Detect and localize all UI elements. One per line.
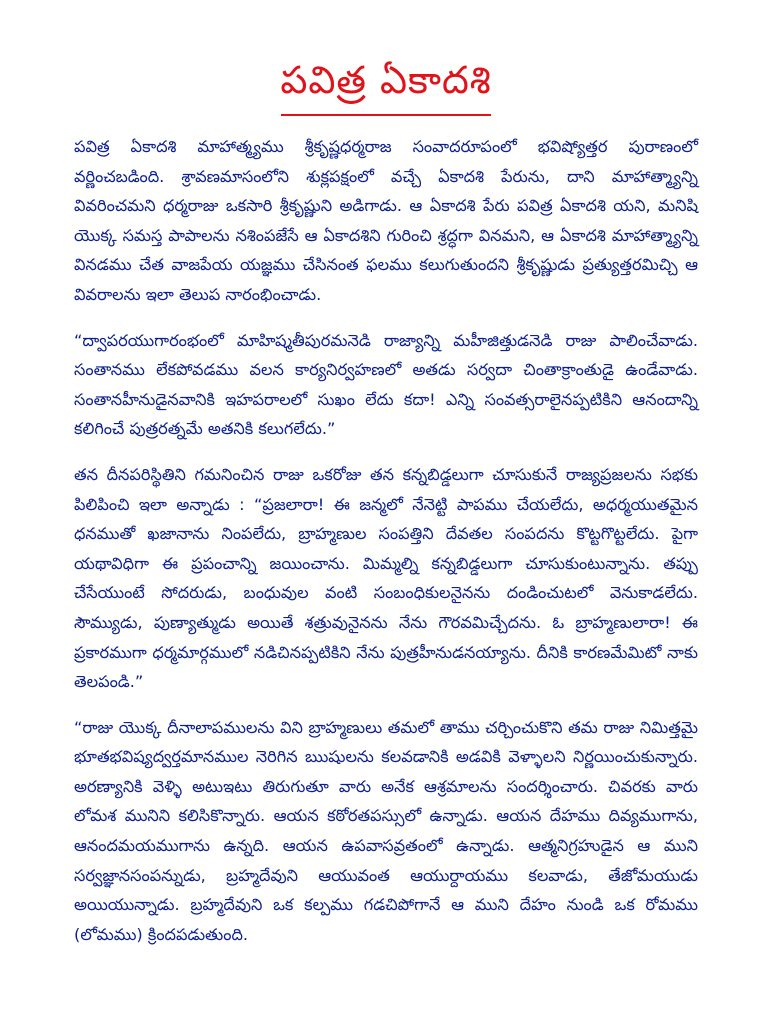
- paragraph-king-speech: తన దీనపరిస్థితిని గమనించిన రాజు ఒకరోజు తన కన్నబిడ్డలుగా చూసుకునే రాజ్యప్రజలను సభకు పిలిపించి ఇలా అన్నాడు : “ప్రజలారా! ఈ జన్మలో నేనెట్టి పాపము చేయలేదు, అధర్మయుతమైన ధనముతో ఖజానాను నింపలేదు, బ్రాహ్మణుల సంపత్తిని దేవతల సంపదను కొట్టగొట్టలేదు. పైగా యథావిధిగా ఈ ప్రపంచాన్ని జయించాను. మిమ్మల్ని కన్నబిడ్డలుగా చూసుకుంటున్నాను. తప్పు చేసేయుంటే సోదరుడు, బంధువుల వంటి సంబంధికులనైనను దండించుటలో వెనుకాడలేదు. సౌమ్యుడు, పుణ్యాత్ముడు అయితే శత్రువునైనను నేను గౌరవమిచ్చేదను. ఓ బ్రాహ్మణులారా! ఈ ప్రకారముగా ధర్మమార్గములో నడిచినప్పటికిని నేను పుత్రహీనుడనయ్యాను. దీనికి కారణమేమిటో నాకు తెలపండి.”: [74, 464, 698, 692]
- paragraph-intro: పవిత్ర ఏకాదశి మాహాత్మ్యము శ్రీకృష్ణధర్మరాజ సంవాదరూపంలో భవిష్యోత్తర పురాణంలో వర్ణించబడింది. శ్రావణమాసంలోని శుక్లపక్షంలో వచ్చే ఏకాదశి పేరును, దాని మాహాత్మ్యాన్ని వివరించమని ధర్మరాజు ఒకసారి శ్రీకృష్ణుని అడిగాడు. ఆ ఏకాదశి పేరు పవిత్ర ఏకాదశి యని, మనిషి యొక్క సమస్త పాపాలను నశింపజేసే ఆ ఏకాదశిని గురించి శ్రద్ధగా వినమని, ఆ ఏకాదశి మాహాత్మ్యాన్ని వినడము చేత వాజపేయ యజ్ఞము చేసినంత ఫలము కలుగుతుందని శ్రీకృష్ణుడు ప్రత్యుత్తరమిచ్చి ఆ వివరాలను ఇలా తెలుప నారంభించాడు.: [74, 137, 698, 304]
- paragraph-brahmins-search: “రాజు యొక్క దీనాలాపములను విని బ్రాహ్మణులు తమలో తాము చర్చించుకొని తమ రాజు నిమిత్తమై భూతభవిష్యద్వర్తమానముల నెరిగిన ఋషులను కలవడానికి అడవికి వెళ్ళాలని నిర్ణయించుకున్నారు. అరణ్యానికి వెళ్ళి అటుఇటు తిరుగుతూ వారు అనేక ఆశ్రమాలను సందర్శించారు. చివరకు వారు లోమశ మునిని కలిసికొన్నారు. ఆయన కఠోరతపస్సులో ఉన్నాడు. ఆయన దేహము దివ్యముగాను, ఆనందమయముగాను ఉన్నది. ఆయన ఉపవాసవ్రతంలో ఉన్నాడు. ఆత్మనిగ్రహుడైన ఆ ముని సర్వజ్ఞానసంపన్నుడు, బ్రహ్మదేవుని ఆయువంత ఆయుర్దాయము కలవాడు, తేజోమయుడు అయియున్నాడు. బ్రహ్మదేవుని ఒక కల్పము గడచిపోగానే ఆ ముని దేహం నుండి ఒక రోమము (లోమము) క్రిందపడుతుంది.: [74, 717, 698, 944]
- page-title: పవిత్ర ఏకాదశి: [280, 58, 492, 102]
- paragraph-king-mahijit: “ద్వాపరయుగారంభంలో మాహిష్మతీపురమనెడి రాజ్యాన్ని మహీజిత్తుడనెడి రాజు పాలించేవాడు. సంతానము లేకపోవడము వలన కార్యనిర్వహణలో అతడు సర్వదా చింతాక్రాంతుడై ఉండేవాడు. సంతానహీనుడైనవానికి ఇహపరాలలో సుఖం లేదు కదా! ఎన్ని సంవత్సరాలైనప్పటికిని ఆనందాన్ని కలిగించే పుత్రరత్నమే అతనికి కలుగలేదు.”: [74, 330, 698, 439]
- title-underline: [281, 114, 491, 116]
